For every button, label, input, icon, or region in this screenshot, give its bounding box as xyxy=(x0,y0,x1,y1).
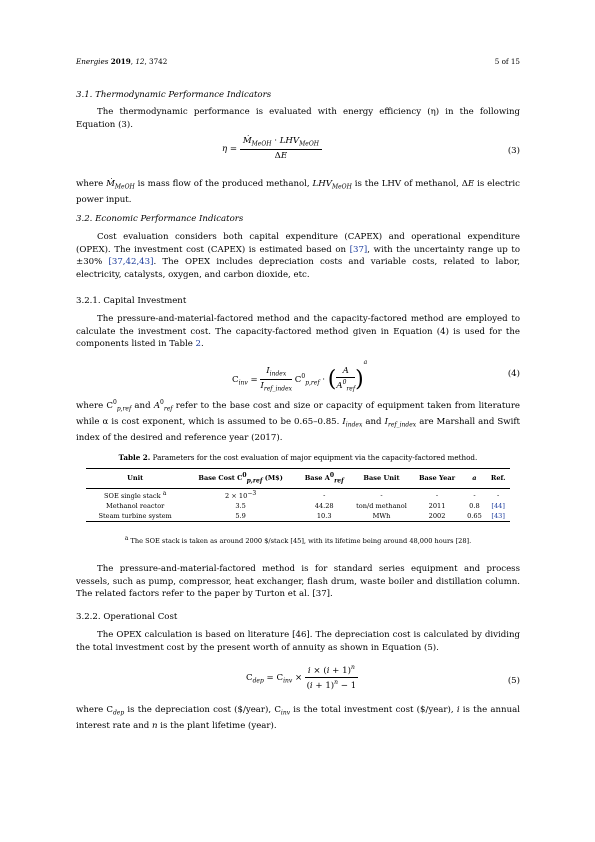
table-row: SOE single stack $^a$ $2 \times 10^{-3}$ - - - - - xyxy=(104,489,500,500)
paragraph-eq5-where: where $C_{dep}$ is the depreciation cost ($/year), $C_{inv}$ is the total investment cost ($/year), i is the annual interest rate and n is the plant lifetime (year). xyxy=(76,705,520,732)
section-title-3-2-1: 3.2.1. Capital Investment xyxy=(76,296,187,306)
equation-5: $C_{dep} = C_{inv}$ × $\frac{i \times (i + 1)^n}{(i + 1)^n - 1}$ (5) xyxy=(246,664,520,691)
paragraph-3-2-1: The pressure-and-material-factored method and the capacity-factored method are employed to calculate the investment cost. The capacity-factored method given in Equation (4) is used for the components listed in Table 2. xyxy=(76,314,520,350)
paragraph-eq4-where: where $C^0_{p,ref}$ and $A^0_{ref}$ refer to the base cost and size or capacity of equipment taken from literature while α is cost exponent, which is assumed to be 0.65–0.85. $I_{index}$ and $I_{ref\_index}$ are Marshall and Swift index of the desired and reference year (2017). xyxy=(76,399,521,444)
paragraph-factored: The pressure-and-material-factored method is for standard series equipment and process vessels, such as pump, compressor, heat exchanger, flash drum, waste boiler and distillation column. The related factors refer to the paper by Turton et al. [37]. xyxy=(76,564,520,600)
ref-link[interactable]: [43] xyxy=(491,511,505,520)
equation-number: (4) xyxy=(507,369,520,379)
paragraph-3-2: Cost evaluation considers both capital expenditure (CAPEX) and operational expenditure (OPEX). The investment cost (CAPEX) is estimated based on [37], with the uncertainty range up to ±30% [37,42,43]. The OPEX includes depreciation costs and variable costs, related to labor, electricity, catalysts, oxygen, and carbon dioxide, etc. xyxy=(76,232,520,280)
table-header: Base Year xyxy=(412,469,463,489)
page-number: 5 of 15 xyxy=(494,57,520,66)
equation-number: (3) xyxy=(507,146,520,156)
ref-link[interactable]: [37] xyxy=(349,244,368,255)
ref-link[interactable]: [37,42,43] xyxy=(108,257,154,268)
paragraph-eq3-where: where Ṁ$_{MeOH}$ is mass flow of the produced methanol, $LHV_{MeOH}$ is the LHV of methanol, ΔE is electric power input. xyxy=(76,179,520,206)
eq3-fraction: $\frac{Ṁ_{MeOH} \cdot LHV_{MeOH}}{\Delta E}$ xyxy=(240,136,322,161)
table-row: Steam turbine system 5.9 10.3 MWh 2002 0.65 [43] xyxy=(86,511,510,522)
table-header: Ref. xyxy=(486,469,510,489)
table-header: Base Cost $C^0_{p,ref}$ (M$) xyxy=(184,469,297,489)
equation-number: (5) xyxy=(507,676,520,686)
table-header: Base $A^0_{ref}$ xyxy=(297,469,352,489)
table-2 xyxy=(86,468,510,522)
ref-link[interactable]: [44] xyxy=(491,501,505,510)
running-header xyxy=(76,57,520,66)
table-note: $^a$ The SOE stack is taken as around 2000 $/stack [45], with its lifetime being around 48,000 hours [28]. xyxy=(124,535,472,546)
table-header: Unit xyxy=(86,469,184,489)
paragraph-3-1: The thermodynamic performance is evaluated with energy efficiency (η) in the following Equation (3). xyxy=(76,107,520,130)
table-header: Base Unit xyxy=(352,469,412,489)
section-title-3-2-2: 3.2.2. Operational Cost xyxy=(76,612,178,622)
paragraph-3-2-2: The OPEX calculation is based on literature [46]. The depreciation cost is calculated by dividing the total investment cost by the present worth of annuity as shown in Equation (5). xyxy=(76,630,520,653)
table-caption: Table 2. Parameters for the cost evaluation of major equipment via the capacity-factored method. xyxy=(118,453,478,462)
equation-4: $C_{inv}$ = $\frac{I_{index}}{I_{ref\_index}}$ $C^0_{p,ref}$ · ( $\frac{A}{A^0_{ref}}$ )$^a$ (4) xyxy=(232,359,520,393)
table-row: Methanol reactor 3.5 44.28 ton/d methanol 2011 0.8 [44] xyxy=(105,501,505,510)
section-title-3-1: 3.1. Thermodynamic Performance Indicators xyxy=(76,90,272,100)
journal-name: Energies 2019, 12, 3742 xyxy=(76,57,168,66)
section-title-3-2: 3.2. Economic Performance Indicators xyxy=(76,214,244,224)
table-header: a xyxy=(463,469,487,489)
equation-3: η = $\frac{Ṁ_{MeOH} \cdot LHV_{MeOH}}{\Delta E}$ (3) xyxy=(222,136,520,161)
table-link[interactable]: 2 xyxy=(195,339,201,350)
